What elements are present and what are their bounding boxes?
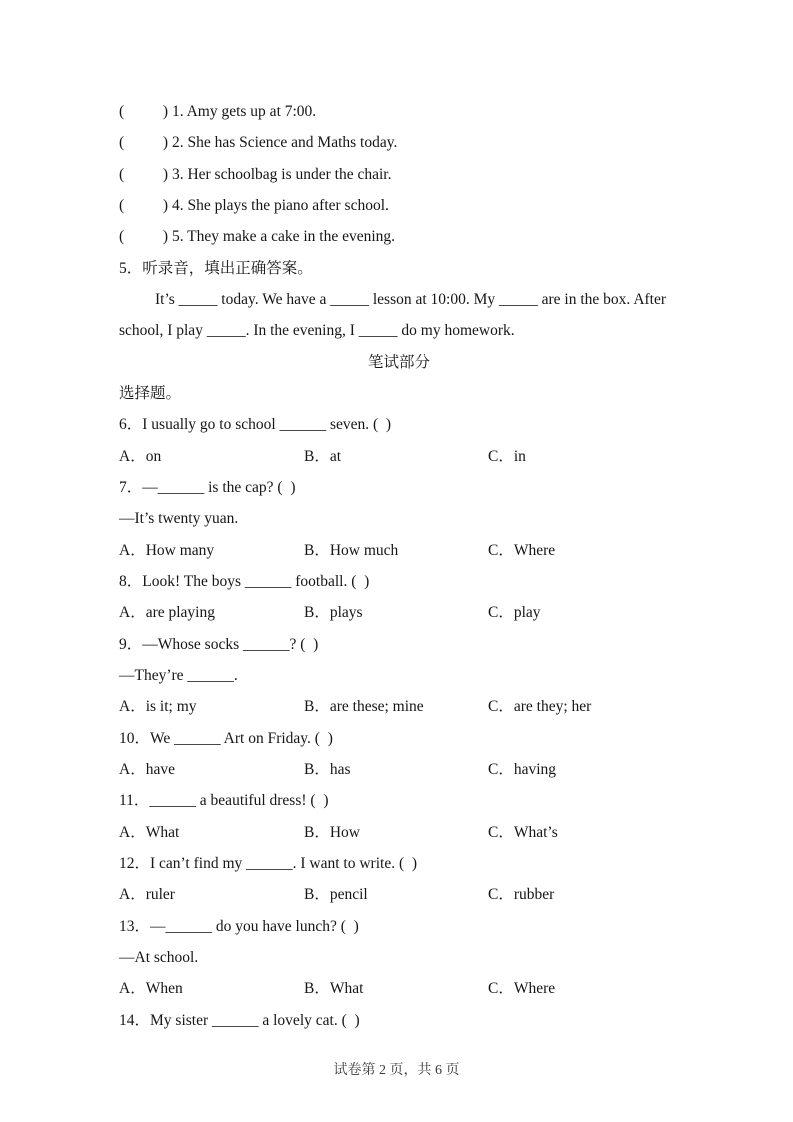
choice-section-intro: 选择题。 <box>119 384 182 402</box>
page-number-footer: 试卷第 2 页，共 6 页 <box>333 1063 460 1078</box>
question-11-stem: 11．______ a beautiful dress! ( ) <box>119 792 329 810</box>
question-7-options <box>119 535 679 566</box>
question-10-stem: 10．We ______ Art on Friday. ( ) <box>119 729 333 747</box>
question-11-options <box>119 817 679 848</box>
question-8-option-a: A．are playing <box>119 604 215 622</box>
question-12-option-c: C．rubber <box>488 886 555 904</box>
true-false-item-1: ( ) 1. Amy gets up at 7:00. <box>119 103 317 120</box>
question-7-option-a: A．How many <box>119 541 215 559</box>
question-10-options <box>119 754 679 785</box>
question-11-option-b: B．How <box>304 823 360 841</box>
question-12-stem: 12．I can’t find my ______. I want to write. ( ) <box>119 854 418 872</box>
question-6-options <box>119 441 679 472</box>
true-false-item-4: ( ) 4. She plays the piano after school. <box>119 196 389 214</box>
question-6-option-b: B．at <box>304 447 342 465</box>
question-9-option-c: C．are they; her <box>488 698 592 716</box>
question-13-stem: 13．—______ do you have lunch? ( ) <box>119 917 359 935</box>
question-12-option-b: B．pencil <box>304 886 368 904</box>
question-13-dialog: —At school. <box>119 948 199 966</box>
question-6-option-a: A．on <box>119 447 162 465</box>
question-7-option-b: B．How much <box>304 541 399 559</box>
question-9-stem: 9．—Whose socks ______? ( ) <box>119 635 319 653</box>
question-8-option-b: B．plays <box>304 604 363 622</box>
question-8-stem: 8．Look! The boys ______ football. ( ) <box>119 572 370 590</box>
question-9-option-b: B．are these; mine <box>304 698 424 716</box>
page-content <box>119 96 679 1036</box>
question-7-stem: 7．—______ is the cap? ( ) <box>119 478 296 496</box>
question-13-option-a: A．When <box>119 980 183 998</box>
true-false-item-2: ( ) 2. She has Science and Maths today. <box>119 134 398 152</box>
true-false-item-3: ( ) 3. Her schoolbag is under the chair. <box>119 165 392 183</box>
question-10-option-a: A．have <box>119 760 175 778</box>
question-11-option-a: A．What <box>119 823 180 841</box>
question-7-dialog: —It’s twenty yuan. <box>119 510 239 528</box>
listening-passage-line-1: It’s _____ today. We have a _____ lesson at 10:00. My _____ are in the box. After <box>155 290 667 308</box>
question-11-option-c: C．What’s <box>488 823 558 841</box>
question-9-options <box>119 691 679 722</box>
true-false-item-5: ( ) 5. They make a cake in the evening. <box>119 228 396 246</box>
question-9-option-a: A．is it; my <box>119 698 197 716</box>
question-8-options <box>119 597 679 628</box>
listening-passage-line-2: school, I play _____. In the evening, I _____ do my homework. <box>119 322 515 340</box>
question-8-option-c: C．play <box>488 604 541 622</box>
listening-q5-label: 5．听录音，填出正确答案。 <box>119 259 313 277</box>
question-9-dialog: —They’re ______. <box>119 666 238 684</box>
question-14-stem: 14．My sister ______ a lovely cat. ( ) <box>119 1011 360 1029</box>
question-10-option-b: B．has <box>304 760 351 778</box>
question-7-option-c: C．Where <box>488 541 556 559</box>
question-13-option-c: C．Where <box>488 980 556 998</box>
written-section-header: 笔试部分 <box>367 353 430 371</box>
question-6-option-c: C．in <box>488 447 526 465</box>
question-13-option-b: B．What <box>304 980 364 998</box>
question-13-options <box>119 973 679 1004</box>
question-10-option-c: C．having <box>488 760 557 778</box>
question-12-options <box>119 879 679 910</box>
question-12-option-a: A．ruler <box>119 886 175 904</box>
question-6-stem: 6．I usually go to school ______ seven. ( ) <box>119 416 392 434</box>
